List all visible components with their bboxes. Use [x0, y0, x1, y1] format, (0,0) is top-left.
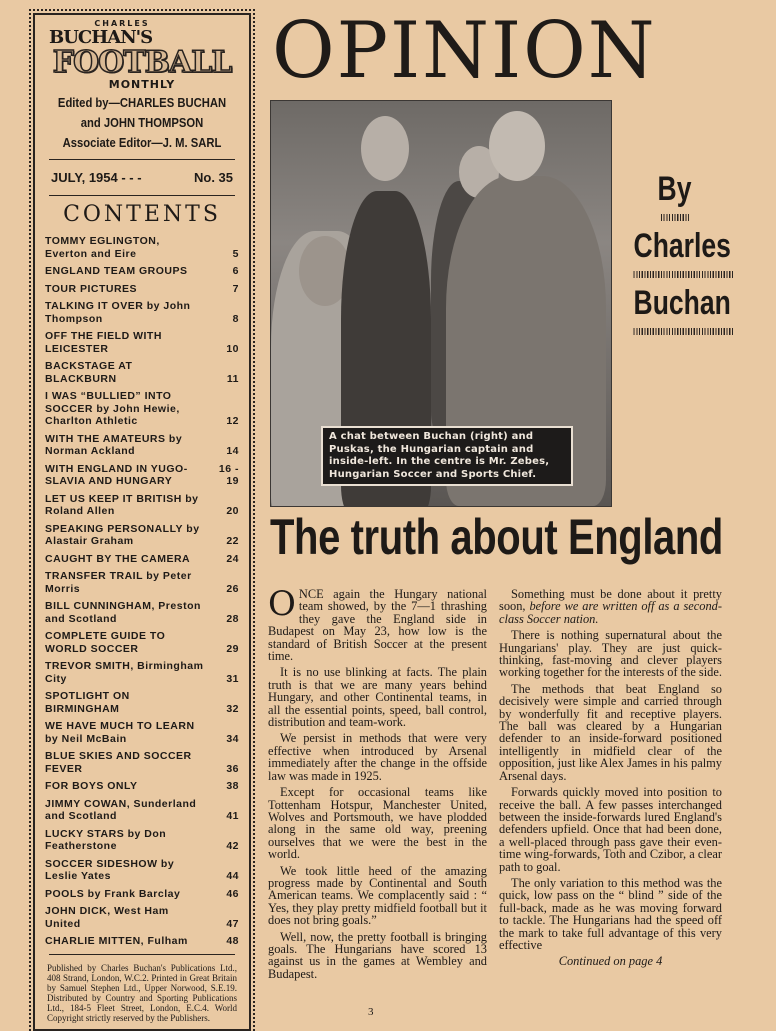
contents-page: 22 [226, 535, 239, 547]
contents-item [45, 390, 239, 428]
contents-item [45, 690, 239, 715]
continued-note: Continued on page 4 [558, 954, 663, 969]
contents-page: 41 [226, 810, 239, 822]
photo [270, 100, 612, 507]
head [489, 111, 545, 181]
contents-title: LET US KEEP IT BRITISH by Roland Allen [45, 492, 199, 517]
section-title: OPINION [272, 6, 657, 96]
decorative-rule [634, 328, 734, 335]
paragraph-text: Something must be done about it pretty soon, [499, 587, 722, 614]
contents-title: FOR BOYS ONLY [45, 780, 138, 792]
contents-page: 8 [232, 312, 239, 325]
article-paragraph [268, 865, 487, 927]
issue-date: JULY, 1954 - - - [51, 170, 142, 185]
contents-item [45, 300, 239, 325]
contents-item [45, 433, 239, 458]
contents-page: 16 - 19 [218, 462, 239, 487]
contents-page: 14 [226, 445, 239, 457]
article-paragraph [268, 931, 487, 981]
contents-page: 26 [226, 582, 239, 595]
page-number: 3 [368, 1006, 374, 1018]
contents-title: TOUR PICTURES [45, 282, 138, 295]
article-paragraph [268, 666, 487, 728]
magazine-logo [45, 19, 239, 91]
drop-cap: O [268, 584, 296, 624]
contents-page: 48 [226, 935, 239, 947]
contents-page: 24 [226, 552, 239, 565]
paragraph-text: The only variation to this method was the quick, low pass on the “ blind ” side of the full-back, made as he was moving forward to tackle. The Hungarians had the speed off the mark to take full advantage of this very effective [499, 875, 722, 952]
contents-title: TREVOR SMITH, Birmingham City [45, 660, 204, 685]
byline [633, 170, 731, 341]
contents-page: 34 [226, 732, 239, 745]
publisher-note: Published by Charles Buchan's Publications Ltd., 408 Strand, London, W.C.2. Printed in Great Britain by Samuel Stephen Ltd., Upper Norwood, S.E.19. Distributed by Country and Sporting Publications Ltd., 184-5 Fleet Street, London, E.C.4. World Copyright strictly reserved by the Publishers. [47, 962, 237, 1023]
contents-title: SPEAKING PERSONALLY by Alastair Graham [45, 522, 200, 547]
photo-caption: A chat between Buchan (right) and Puskas, the Hungarian captain and inside-left. In the centre is Mr. Zebes, Hungarian Soccer and Sports Chief. [321, 426, 573, 486]
article-paragraph [268, 732, 487, 782]
article-column-1 [268, 584, 487, 984]
contents-item [45, 265, 239, 278]
logo-monthly: MONTHLY [108, 78, 176, 91]
decorative-rule [660, 214, 688, 221]
contents-title: BILL CUNNINGHAM, Preston and Scotland [45, 600, 201, 625]
article-headline: The truth about England [270, 509, 723, 565]
paragraph-text: NCE again the Hungary national team showed, by the 7—1 thrashing they gave the England side in Budapest on May 23, how low is the standard of British Soccer at the present time. [268, 587, 487, 664]
article-paragraph [499, 786, 722, 873]
editors-line-1: Edited by—CHARLES BUCHAN [57, 96, 227, 110]
contents-title: ENGLAND TEAM GROUPS [45, 265, 188, 277]
contents-item [45, 858, 239, 883]
contents-title: SOCCER SIDESHOW by Leslie Yates [45, 857, 175, 882]
contents-page: 5 [232, 247, 239, 260]
paragraph-text: There is nothing supernatural about the Hungarians' play. They are just quick-thinking, fast-moving and clever players working together for the interests of the side. [499, 628, 722, 680]
contents-title: SPOTLIGHT ON BIRMINGHAM [45, 690, 130, 715]
contents-item [45, 798, 239, 823]
contents-title: WE HAVE MUCH TO LEARN by Neil McBain [45, 720, 195, 745]
contents-page: 11 [226, 372, 239, 385]
masthead-contents-box [33, 13, 251, 1031]
article-paragraph [499, 877, 722, 951]
contents-title: JOHN DICK, West Ham United [45, 905, 169, 930]
paragraph-text: Forwards quickly moved into position to receive the ball. A few passes interchanged between the inside-forwards lured England's defenders upfield. Once that had been done, a well-placed through pass gave their even-time wing-forwards, Toth and Czibor, a clear path to goal. [499, 785, 722, 874]
divider [49, 954, 235, 955]
issue-info [45, 166, 239, 189]
contents-title: TRANSFER TRAIL by Peter Morris [45, 570, 192, 595]
contents-page: 32 [226, 702, 239, 715]
head [361, 116, 409, 181]
contents-title: TALKING IT OVER by John Thompson [45, 300, 191, 325]
contents-item [45, 660, 239, 685]
contents-title: I WAS “BULLIED” INTO SOCCER by John Hewie, Charlton Athletic [45, 390, 180, 427]
contents-item [45, 570, 239, 595]
contents-item [45, 360, 239, 385]
contents-title: TOMMY EGLINGTON, Everton and Eire [45, 235, 160, 260]
contents-item [45, 905, 239, 930]
article-paragraph [268, 584, 487, 664]
article-column-2 [499, 588, 722, 972]
contents-title: WITH THE AMATEURS by Norman Ackland [45, 432, 183, 457]
contents-page: 28 [226, 612, 239, 625]
contents-item [45, 888, 239, 901]
italic-emphasis: before we are written off as a second-class Soccer nation. [499, 599, 722, 626]
logo-buchans: BUCHAN'S [49, 27, 153, 48]
contents-title: LUCKY STARS by Don Featherstone [45, 827, 167, 852]
contents-page: 7 [232, 282, 239, 295]
paragraph-text: It is no use blinking at facts. The plain truth is that we are many years behind Hungary, and other Continental teams, in all the essential points, speed, ball control, distribution and team-work. [268, 665, 487, 730]
contents-item [45, 283, 239, 296]
contents-title: BACKSTAGE AT BLACKBURN [45, 360, 133, 385]
contents-title: JIMMY COWAN, Sunderland and Scotland [45, 797, 197, 822]
article-paragraph [268, 786, 487, 860]
contents-title: CAUGHT BY THE CAMERA [45, 552, 191, 565]
contents-page: 36 [226, 762, 239, 775]
contents-page: 47 [226, 917, 239, 930]
contents-page: 31 [226, 672, 239, 685]
editors-line-2: and JOHN THOMPSON [80, 116, 204, 130]
contents-page: 29 [226, 642, 239, 655]
decorative-rule [634, 271, 734, 278]
paragraph-text: We took little heed of the amazing progress made by Continental and South American teams. We complacently said : “ Yes, they play pretty midfield football but it does not bring goals.” [268, 863, 487, 928]
contents-list [45, 235, 239, 948]
contents-item [45, 935, 239, 948]
contents-item [45, 780, 239, 793]
contents-title: WITH ENGLAND IN YUGO-SLAVIA AND HUNGARY [45, 462, 188, 487]
article-paragraph [499, 588, 722, 625]
contents-item [45, 463, 239, 488]
issue-number: No. 35 [193, 170, 233, 185]
paragraph-text: Except for occasional teams like Tottenham Hotspur, Manchester United, Wolves and Portsmouth, we have plodded along in the same old way, preening ourselves that we were the best in the world. [268, 785, 487, 862]
contents-page: 20 [226, 505, 239, 517]
contents-item [45, 828, 239, 853]
contents-page: 6 [232, 265, 239, 277]
contents-item [45, 493, 239, 518]
contents-item [45, 523, 239, 548]
logo-charles: CHARLES [94, 19, 150, 28]
byline-by: By [657, 170, 692, 208]
contents-page: 10 [226, 342, 239, 355]
contents-page: 38 [226, 780, 239, 792]
divider [49, 159, 235, 160]
contents-title: BLUE SKIES AND SOCCER FEVER [45, 750, 192, 775]
contents-item [45, 235, 239, 260]
contents-title: COMPLETE GUIDE TO WORLD SOCCER [45, 630, 166, 655]
contents-item [45, 630, 239, 655]
contents-heading: CONTENTS [63, 202, 221, 227]
contents-item [45, 330, 239, 355]
divider [49, 195, 235, 196]
associate-editor: Associate Editor—J. M. SARL [62, 136, 222, 150]
paragraph-text: The methods that beat England so decisively were simple and carried through by wonderfully fit and receptive players. The ball was cleared by a Hungarian defender to an inside-forward positioned intelligently in midfield clear of the opposition, just like Alex James in his palmy Arsenal days. [499, 681, 722, 783]
byline-first-name: Charles [633, 227, 731, 265]
logo-football: FOOTBALL [52, 45, 232, 80]
contents-page: 42 [226, 840, 239, 852]
article-paragraph [499, 683, 722, 782]
contents-title: CHARLIE MITTEN, Fulham [45, 935, 188, 947]
byline-last-name: Buchan [633, 284, 731, 322]
paragraph-text: We persist in methods that were very effective when introduced by Arsenal immediately after the change in the offside law was made in 1925. [268, 731, 487, 783]
contents-page: 44 [226, 870, 239, 882]
contents-title: POOLS by Frank Barclay [45, 887, 181, 900]
paragraph-text: Well, now, the pretty football is bringing goals. The Hungarians have scored 13 against us in the games at Wembley and Budapest. [268, 929, 487, 981]
contents-page: 12 [226, 415, 239, 427]
contents-item [45, 720, 239, 745]
contents-item [45, 750, 239, 775]
article-paragraph [499, 629, 722, 679]
contents-item [45, 600, 239, 625]
contents-item [45, 553, 239, 566]
contents-title: OFF THE FIELD WITH LEICESTER [45, 330, 162, 355]
contents-page: 46 [226, 887, 239, 900]
